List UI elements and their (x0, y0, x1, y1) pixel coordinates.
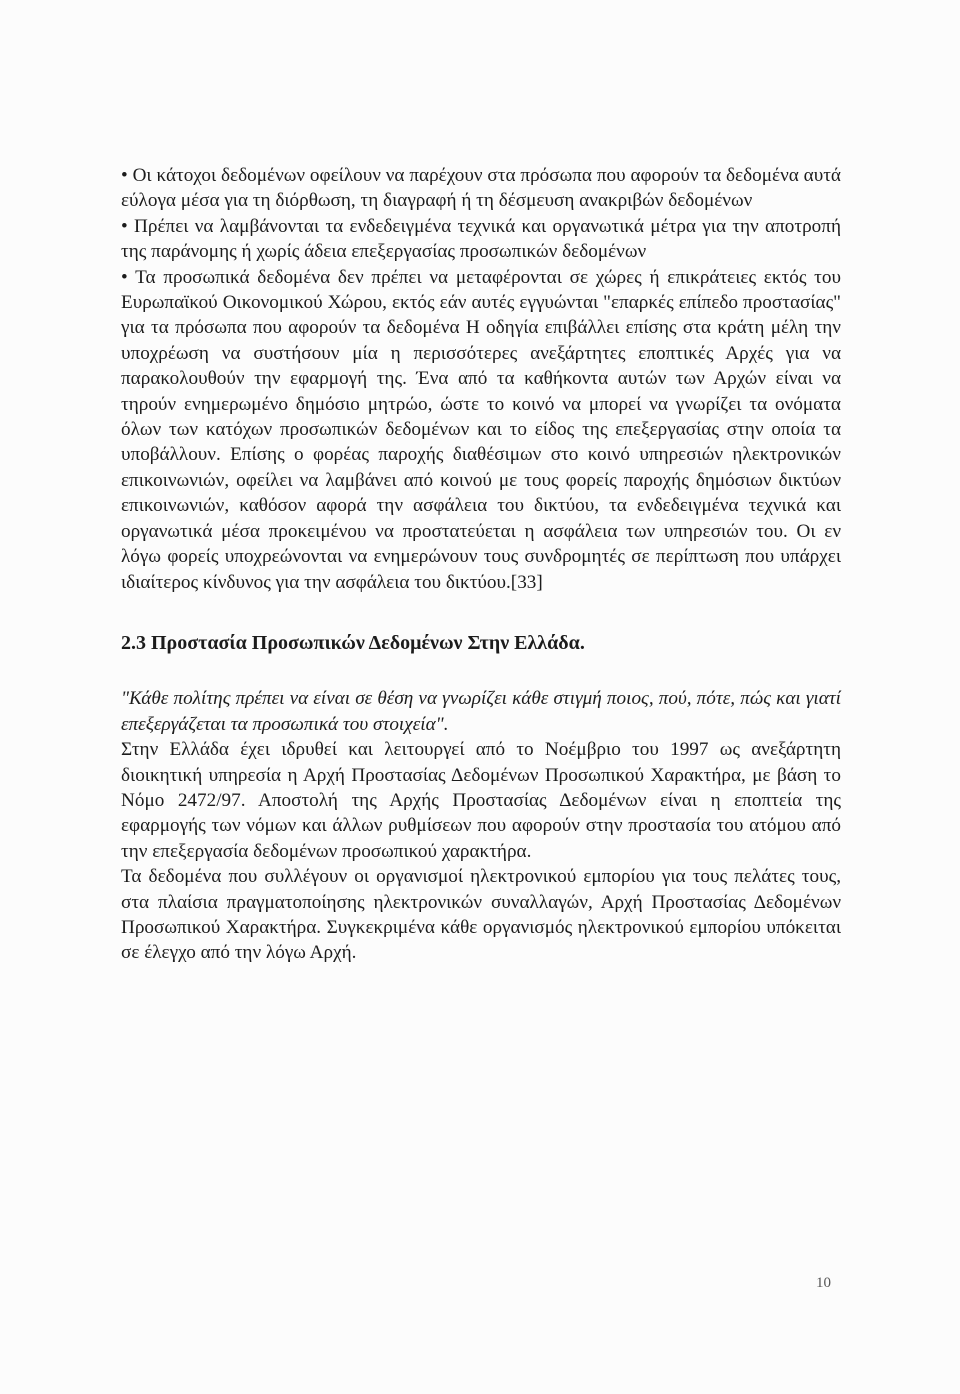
section-heading: 2.3 Προστασία Προσωπικών Δεδομένων Στην Ελλάδα. (121, 631, 585, 654)
paragraph-ecommerce: Τα δεδομένα που συλλέγουν οι οργανισμοί ηλεκτρονικού εμπορίου για τους πελάτες τους, στα πλαίσια πραγματοποίησης ηλεκτρονικών συναλλαγών, Αρχή Προστασίας Δεδομένων Προσωπικού Χαρακτήρα. Συγκεκριμένα κάθε οργανισμός ηλεκτρονικού εμπορίου υπόκειται σε έλεγχο από την λόγω Αρχή. (121, 866, 841, 964)
bullet-list (121, 163, 841, 595)
bullet-item-data-transfer: • Τα προσωπικά δεδομένα δεν πρέπει να μεταφέρονται σε χώρες ή επικράτειες εκτός του Ευρωπαϊκού Οικονομικού Χώρου, εκτός εάν αυτές εγγυώνται "επαρκές επίπεδο προστασίας" για τα πρόσωπα που αφορούν τα δεδομένα Η οδηγία επιβάλλει επίσης στα κράτη μέλη την υποχρέωση να συστήσουν μία η περισσότερες ανεξάρτητες εποπτικές Αρχές για να παρακολουθούν την εφαρμογή της. Ένα από τα καθήκοντα αυτών των Αρχών είναι να τηρούν ενημερωμένο δημόσιο μητρώο, ώστε το κοινό να μπορεί να γνωρίζει τα ονόματα όλων των κατόχων προσωπικών δεδομένων και το είδος της επεξεργασίας στην οποία τα υποβάλλουν. Επίσης ο φορέας παροχής διαθέσιμων στο κοινό υπηρεσιών ηλεκτρονικών επικοινωνιών, οφείλει να λαμβάνει από κοινού με τους φορείς παροχής δημόσιων δικτύων επικοινωνιών, καθόσον αφορά την ασφάλεια του δικτύου, τα ενδεδειγμένα τεχνικά και οργανωτικά μέσα προκειμένου να προστατεύεται η ασφάλεια των υπηρεσιών του. Οι εν λόγω φορείς υποχρεώνονται να ενημερώνουν τους συνδρομητές σε περίπτωση που υπάρχει ιδιαίτερος κίνδυνος για την ασφάλεια του δικτύου.[33] (121, 266, 841, 593)
page-content (121, 163, 841, 966)
section-quote: "Κάθε πολίτης πρέπει να είναι σε θέση να γνωρίζει κάθε στιγμή ποιος, πού, πότε, πώς και γιατί επεξεργάζεται τα προσωπικά του στοιχεία". (121, 688, 841, 735)
page-number: 10 (816, 1275, 831, 1291)
bullet-item-correction: • Οι κάτοχοι δεδομένων οφείλουν να παρέχουν στα πρόσωπα που αφορούν τα δεδομένα αυτά εύλογα μέσα για τη διόρθωση, τη διαγραφή ή τη δέσμευση ανακριβών δεδομένων (121, 165, 841, 212)
paragraph-authority: Στην Ελλάδα έχει ιδρυθεί και λειτουργεί από το Νοέμβριο του 1997 ως ανεξάρτητη διοικητική υπηρεσία η Αρχή Προστασίας Δεδομένων Προσωπικού Χαρακτήρα, με βάση το Νόμο 2472/97. Αποστολή της Αρχής Προστασίας Δεδομένων είναι η εποπτεία της εφαρμογής των νόμων και άλλων ρυθμίσεων που αφορούν στην προστασία του ατόμου από την επεξεργασία δεδομένων προσωπικού χαρακτήρα. (121, 739, 841, 862)
bullet-item-security-measures: • Πρέπει να λαμβάνονται τα ενδεδειγμένα τεχνικά και οργανωτικά μέτρα για την αποτροπή της παράνομης ή χωρίς άδεια επεξεργασίας προσωπικών δεδομένων (121, 215, 841, 263)
